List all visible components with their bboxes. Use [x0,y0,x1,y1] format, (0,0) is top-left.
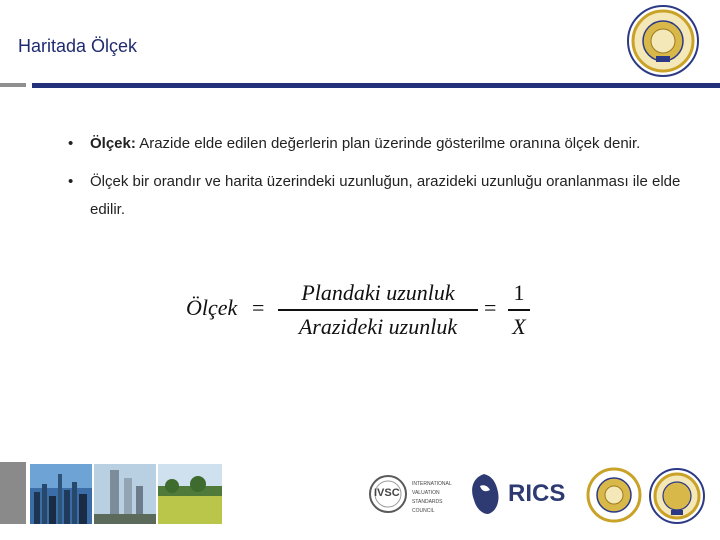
formula-equals: = [252,295,265,320]
footer-banner [0,462,720,528]
footer-accent [0,462,26,524]
city-skyline-photo [30,464,92,524]
formula-fraction-ratio [508,278,530,342]
header-rule-accent [0,83,26,87]
list-item [68,130,688,158]
ivsc-wordmark: IVSC [374,487,400,499]
footer-seal-logo [586,466,642,524]
ratio-denominator: X [512,314,526,339]
fraction-numerator: Plandaki uzunluk [301,280,455,305]
field-landscape-photo [158,464,222,524]
bullet-dot: • [68,135,74,152]
university-seal-logo [626,4,700,78]
rics-wordmark: RICS [508,480,566,507]
formula-fraction [278,278,478,342]
fraction-bar [278,309,478,311]
formula-lhs: Ölçek [186,295,238,320]
fraction-denominator: Arazideki uzunluk [298,314,458,339]
fraction-bar [508,309,530,311]
bullet-dot: • [68,173,74,190]
rics-lion-icon [466,472,502,516]
ivsc-caption: INTERNATIONAL VALUATION STANDARDS COUNCIL [412,481,452,514]
list-item [68,168,688,224]
rics-logo [466,466,578,522]
term-bold: Ölçek: [90,135,136,152]
university-seal-logo-small [648,466,706,526]
bullet-text: Arazide elde edilen değerlerin plan üzerinde gösterilme oranına ölçek denir. [135,135,641,152]
formula-equals: = [484,295,497,320]
header-rule [32,83,720,88]
towers-photo [94,464,156,524]
page-title: Haritada Ölçek [18,36,138,56]
bullet-list [68,130,688,234]
ivsc-logo [368,466,460,522]
bullet-text: Ölçek bir orandır ve harita üzerindeki uzunluğun, arazideki uzunluğu oranlanması ile elde edilir. [90,173,681,218]
ratio-numerator: 1 [513,280,525,305]
